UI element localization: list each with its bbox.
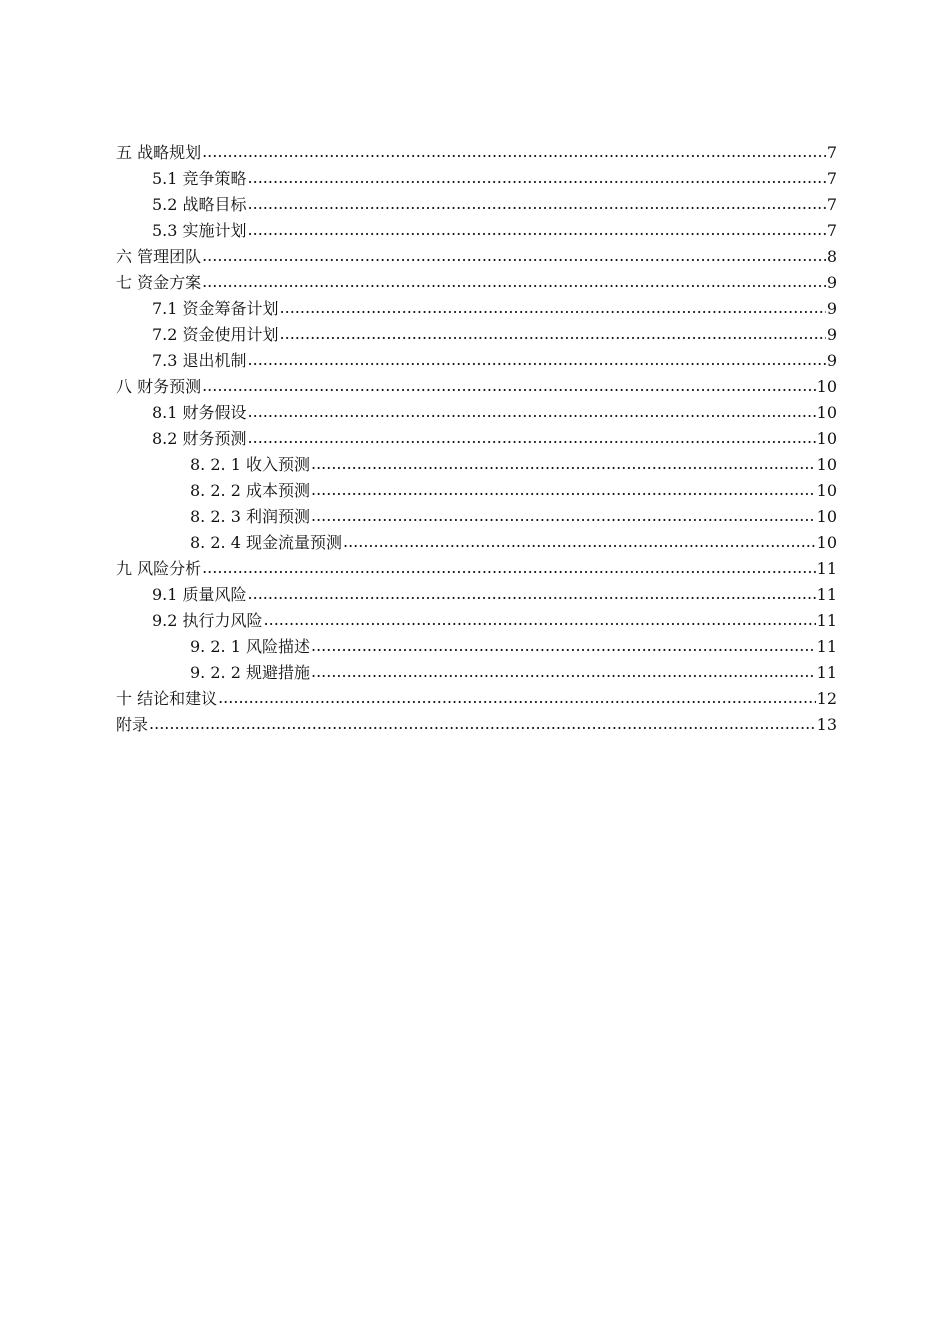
toc-entry-title: 8.1 财务假设 [152,403,247,422]
toc-entry-page: 9 [826,351,837,370]
toc-entry-page: 10 [816,481,837,500]
toc-entry-title: 5.2 战略目标 [152,195,247,214]
toc-dot-leader [248,191,826,217]
toc-entry-title: 7.2 资金使用计划 [152,325,279,344]
toc-entry-title: 五 战略规划 [116,143,202,162]
toc-dot-leader [248,217,826,243]
toc-dot-leader [202,269,826,295]
toc-entry-page: 9 [826,325,837,344]
toc-entry[interactable] [116,244,837,270]
toc-entry-title: 八 财务预测 [116,377,202,396]
toc-entry-page: 10 [816,403,837,422]
toc-entry-page: 11 [816,585,837,604]
toc-entry-page: 12 [816,689,837,708]
toc-entry[interactable] [116,608,837,634]
toc-entry-page: 10 [816,377,837,396]
toc-entry-title: 9.1 质量风险 [152,585,247,604]
toc-entry-page: 10 [816,429,837,448]
toc-entry[interactable] [116,712,837,738]
toc-entry-title: 8. 2. 4 现金流量预测 [190,533,342,552]
toc-entry-title: 十 结论和建议 [116,689,218,708]
toc-dot-leader [218,685,816,711]
toc-entry-page: 9 [826,273,837,292]
toc-entry[interactable] [116,582,837,608]
toc-entry[interactable] [116,166,837,192]
toc-dot-leader [202,243,826,269]
toc-dot-leader [248,347,826,373]
toc-entry-title: 5.3 实施计划 [152,221,247,240]
toc-entry-page: 9 [826,299,837,318]
toc-entry-page: 7 [826,195,837,214]
toc-entry[interactable] [116,296,837,322]
toc-entry[interactable] [116,140,837,166]
toc-dot-leader [202,373,816,399]
toc-dot-leader [280,321,826,347]
toc-entry-page: 10 [816,507,837,526]
toc-entry-title: 9. 2. 2 规避措施 [190,663,310,682]
toc-entry[interactable] [116,400,837,426]
toc-entry[interactable] [116,348,837,374]
toc-dot-leader [311,477,816,503]
toc-entry[interactable] [116,660,837,686]
toc-entry-page: 11 [816,663,837,682]
toc-entry-title: 8. 2. 2 成本预测 [190,481,310,500]
toc-entry-title: 7.1 资金筹备计划 [152,299,279,318]
toc-entry-page: 11 [816,611,837,630]
table-of-contents [116,140,837,738]
toc-entry[interactable] [116,452,837,478]
toc-entry[interactable] [116,530,837,556]
toc-entry[interactable] [116,504,837,530]
toc-entry-title: 9. 2. 1 风险描述 [190,637,310,656]
toc-dot-leader [311,633,816,659]
toc-dot-leader [202,139,826,165]
toc-entry-page: 11 [816,559,837,578]
toc-entry-page: 7 [826,221,837,240]
toc-entry-title: 七 资金方案 [116,273,202,292]
toc-entry-title: 7.3 退出机制 [152,351,247,370]
toc-entry-page: 11 [816,637,837,656]
toc-dot-leader [311,503,816,529]
toc-entry-title: 九 风险分析 [116,559,202,578]
toc-entry-page: 10 [816,455,837,474]
toc-entry-title: 六 管理团队 [116,247,202,266]
toc-dot-leader [248,399,816,425]
toc-entry[interactable] [116,634,837,660]
toc-entry[interactable] [116,322,837,348]
toc-dot-leader [248,425,816,451]
toc-entry-page: 7 [826,143,837,162]
toc-entry[interactable] [116,192,837,218]
toc-dot-leader [311,451,816,477]
toc-dot-leader [149,711,816,737]
toc-entry-title: 附录 [116,715,149,734]
toc-entry[interactable] [116,218,837,244]
toc-entry[interactable] [116,374,837,400]
toc-dot-leader [264,607,816,633]
toc-entry-title: 9.2 执行力风险 [152,611,263,630]
toc-dot-leader [311,659,816,685]
toc-entry-title: 8. 2. 1 收入预测 [190,455,310,474]
toc-dot-leader [248,165,826,191]
toc-entry-page: 13 [816,715,837,734]
toc-entry-title: 8.2 财务预测 [152,429,247,448]
toc-entry-page: 8 [826,247,837,266]
toc-dot-leader [202,555,816,581]
toc-entry-page: 10 [816,533,837,552]
toc-entry[interactable] [116,556,837,582]
toc-entry[interactable] [116,478,837,504]
toc-entry-page: 7 [826,169,837,188]
toc-entry-title: 5.1 竞争策略 [152,169,247,188]
toc-dot-leader [343,529,816,555]
toc-entry[interactable] [116,426,837,452]
toc-dot-leader [280,295,826,321]
toc-entry[interactable] [116,686,837,712]
toc-dot-leader [248,581,816,607]
toc-entry-title: 8. 2. 3 利润预测 [190,507,310,526]
toc-entry[interactable] [116,270,837,296]
